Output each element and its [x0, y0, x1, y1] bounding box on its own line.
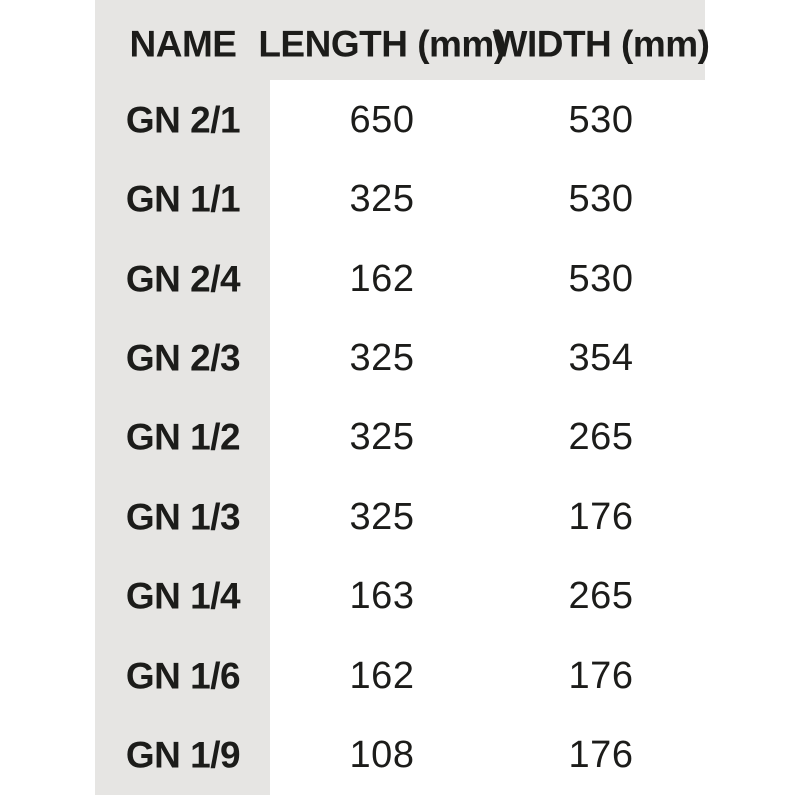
cell-name: GN 1/4: [125, 575, 241, 617]
cell-name: GN 1/9: [125, 734, 241, 776]
column-header-name: NAME: [129, 23, 237, 65]
table-row: [0, 477, 800, 556]
cell-width: 176: [568, 654, 634, 697]
cell-name: GN 1/6: [125, 655, 241, 697]
column-header-length: LENGTH (mm): [258, 23, 506, 65]
cell-length: 163: [349, 575, 415, 618]
cell-width: 265: [568, 416, 634, 459]
cell-width: 176: [568, 734, 634, 777]
cell-name: GN 2/1: [125, 99, 241, 141]
cell-name: GN 2/3: [125, 337, 241, 379]
cell-length: 162: [349, 654, 415, 697]
table-row: [0, 239, 800, 318]
table-row: [0, 716, 800, 795]
cell-width: 265: [568, 575, 634, 618]
table-header-row: [0, 0, 800, 80]
cell-length: 650: [349, 98, 415, 141]
cell-length: 162: [349, 257, 415, 300]
cell-width: 530: [568, 257, 634, 300]
table-row: [0, 80, 800, 159]
cell-length: 325: [349, 178, 415, 221]
table-row: [0, 159, 800, 238]
cell-name: GN 1/2: [125, 416, 241, 458]
table-row: [0, 318, 800, 397]
cell-length: 325: [349, 495, 415, 538]
table-row: [0, 557, 800, 636]
cell-width: 530: [568, 98, 634, 141]
cell-length: 325: [349, 337, 415, 380]
table-body: [0, 80, 800, 795]
cell-width: 530: [568, 178, 634, 221]
cell-length: 325: [349, 416, 415, 459]
cell-name: GN 1/1: [125, 178, 241, 220]
cell-length: 108: [349, 734, 415, 777]
table-row: [0, 636, 800, 715]
cell-name: GN 1/3: [125, 496, 241, 538]
cell-width: 176: [568, 495, 634, 538]
column-header-width: WIDTH (mm): [492, 23, 710, 65]
cell-name: GN 2/4: [125, 258, 241, 300]
cell-width: 354: [568, 337, 634, 380]
table-row: [0, 398, 800, 477]
